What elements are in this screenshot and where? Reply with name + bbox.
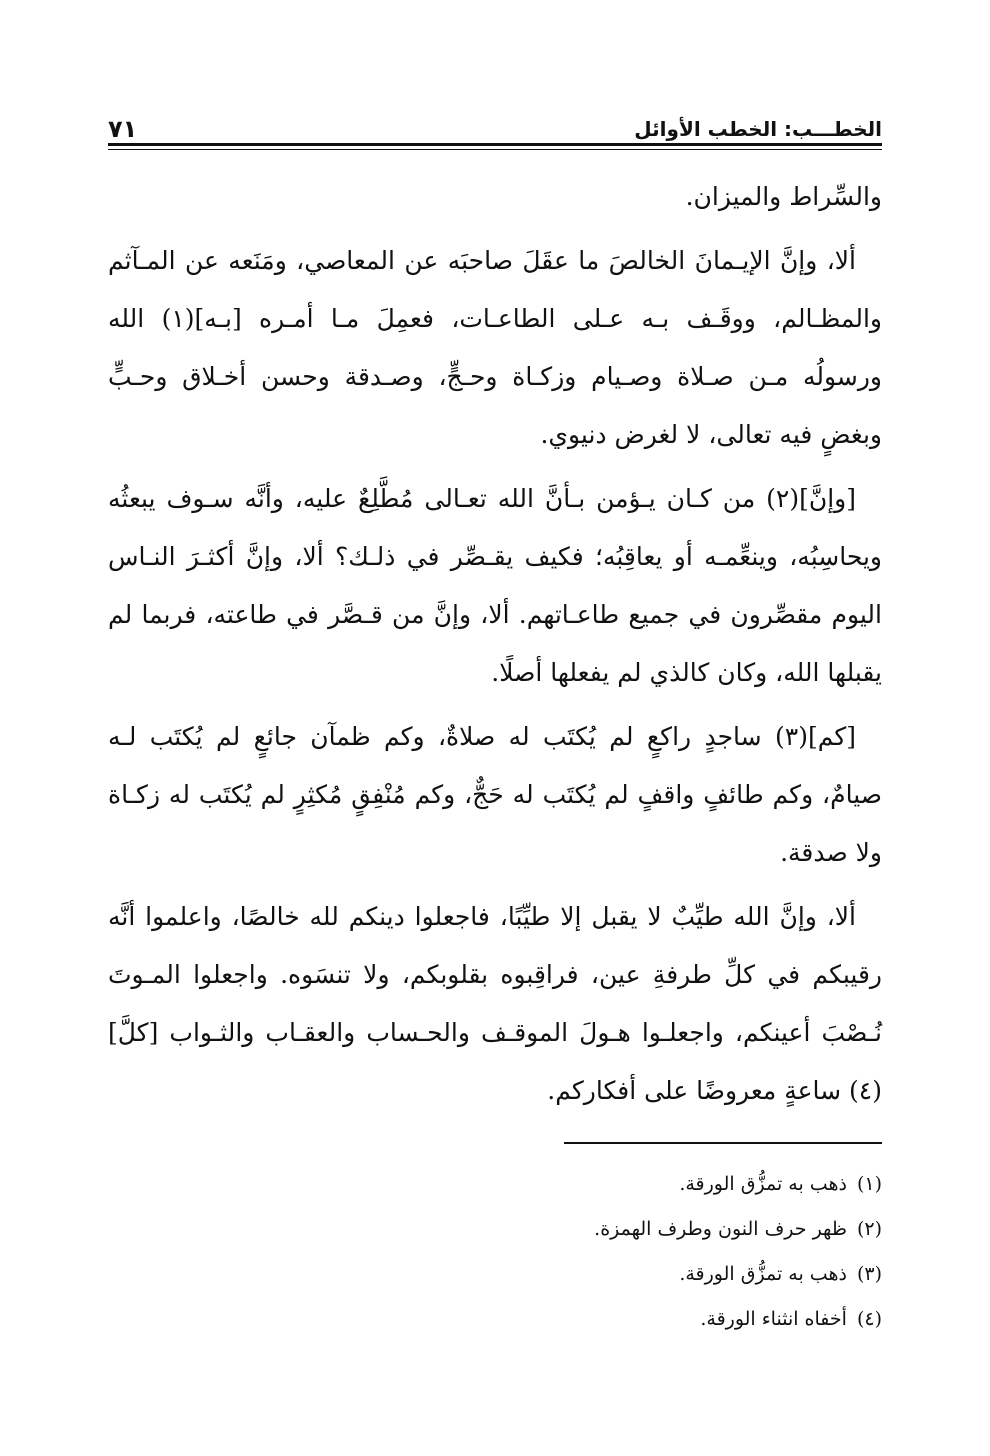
body-text	[108, 168, 882, 1126]
footnote-number: (١)	[856, 1173, 882, 1195]
footnote-text: ذهب به تمزُّق الورقة.	[679, 1173, 847, 1195]
footnote-separator	[564, 1142, 882, 1144]
header-title: الخطـــب: الخطب الأوائل	[634, 117, 882, 141]
footnote-number: (٢)	[856, 1218, 882, 1240]
header-rule-thin	[108, 149, 882, 150]
footnote	[108, 1297, 882, 1342]
footnote-text: ظهر حرف النون وطرف الهمزة.	[594, 1218, 847, 1240]
footnote	[108, 1162, 882, 1207]
footnote-text: ذهب به تمزُّق الورقة.	[679, 1263, 847, 1285]
header-rule-thick	[108, 143, 882, 146]
footnote-number: (٣)	[856, 1263, 882, 1285]
paragraph: [كم](٣) ساجدٍ راكعٍ لم يُكتَب له صلاةٌ، وكم ظمآن جائعٍ لم يُكتَب لـه صيامٌ، وكم طائفٍ واقفٍ لم يُكتَب له حَجٌّ، وكم مُنْفِقٍ مُكثِرٍ لم يُكتَب له زكـاة ولا صدقة.	[108, 722, 882, 867]
page-number: ٧١	[108, 115, 138, 143]
paragraph: ألا، وإنَّ الإيـمانَ الخالصَ ما عقَلَ صاحبَه عن المعاصي، ومَنَعه عن المـآثم والمظـالم، ووقَـف بـه عـلى الطاعـات، فعمِلَ مـا أمـره [بـه](١) الله ورسولُه مـن صـلاة وصـيام وزكـاة وحـجٍّ، وصـدقة وحسن أخـلاق وحـبٍّ وبغضٍ فيه تعالى، لا لغرض دنيوي.	[108, 246, 882, 449]
paragraph: [وإنَّ](٢) من كـان يـؤمن بـأنَّ الله تعـالى مُطَّلِعٌ عليه، وأنَّه سـوف يبعثُه ويحاسِبُه، وينعِّمـه أو يعاقِبُه؛ فكيف يقـصِّر في ذلـك؟ ألا، وإنَّ أكثـرَ النـاس اليوم مقصِّرون في جميع طاعـاتهم. ألا، وإنَّ من قـصَّر في طاعته، فربما لم يقبلها الله، وكان كالذي لم يفعلها أصلًا.	[108, 484, 882, 687]
running-header	[108, 104, 882, 144]
footnotes	[108, 1162, 882, 1342]
footnote	[108, 1207, 882, 1252]
footnote	[108, 1252, 882, 1297]
footnote-text: أخفاه انثناء الورقة.	[700, 1308, 847, 1330]
paragraph: والسِّراط والميزان.	[685, 182, 882, 211]
footnote-number: (٤)	[856, 1308, 882, 1330]
paragraph: ألا، وإنَّ الله طيِّبٌ لا يقبل إلا طيِّبًا، فاجعلوا دينكم لله خالصًا، واعلموا أنَّه رقيبكم في كلِّ طرفةِ عين، فراقِبوه بقلوبكم، ولا تنسَوه. واجعلوا المـوتَ نُـصْبَ أعينكم، واجعلـوا هـولَ الموقـف والحـساب والعقـاب والثـواب [كلَّ](٤) ساعةٍ معروضًا على أفكاركم.	[108, 902, 882, 1105]
